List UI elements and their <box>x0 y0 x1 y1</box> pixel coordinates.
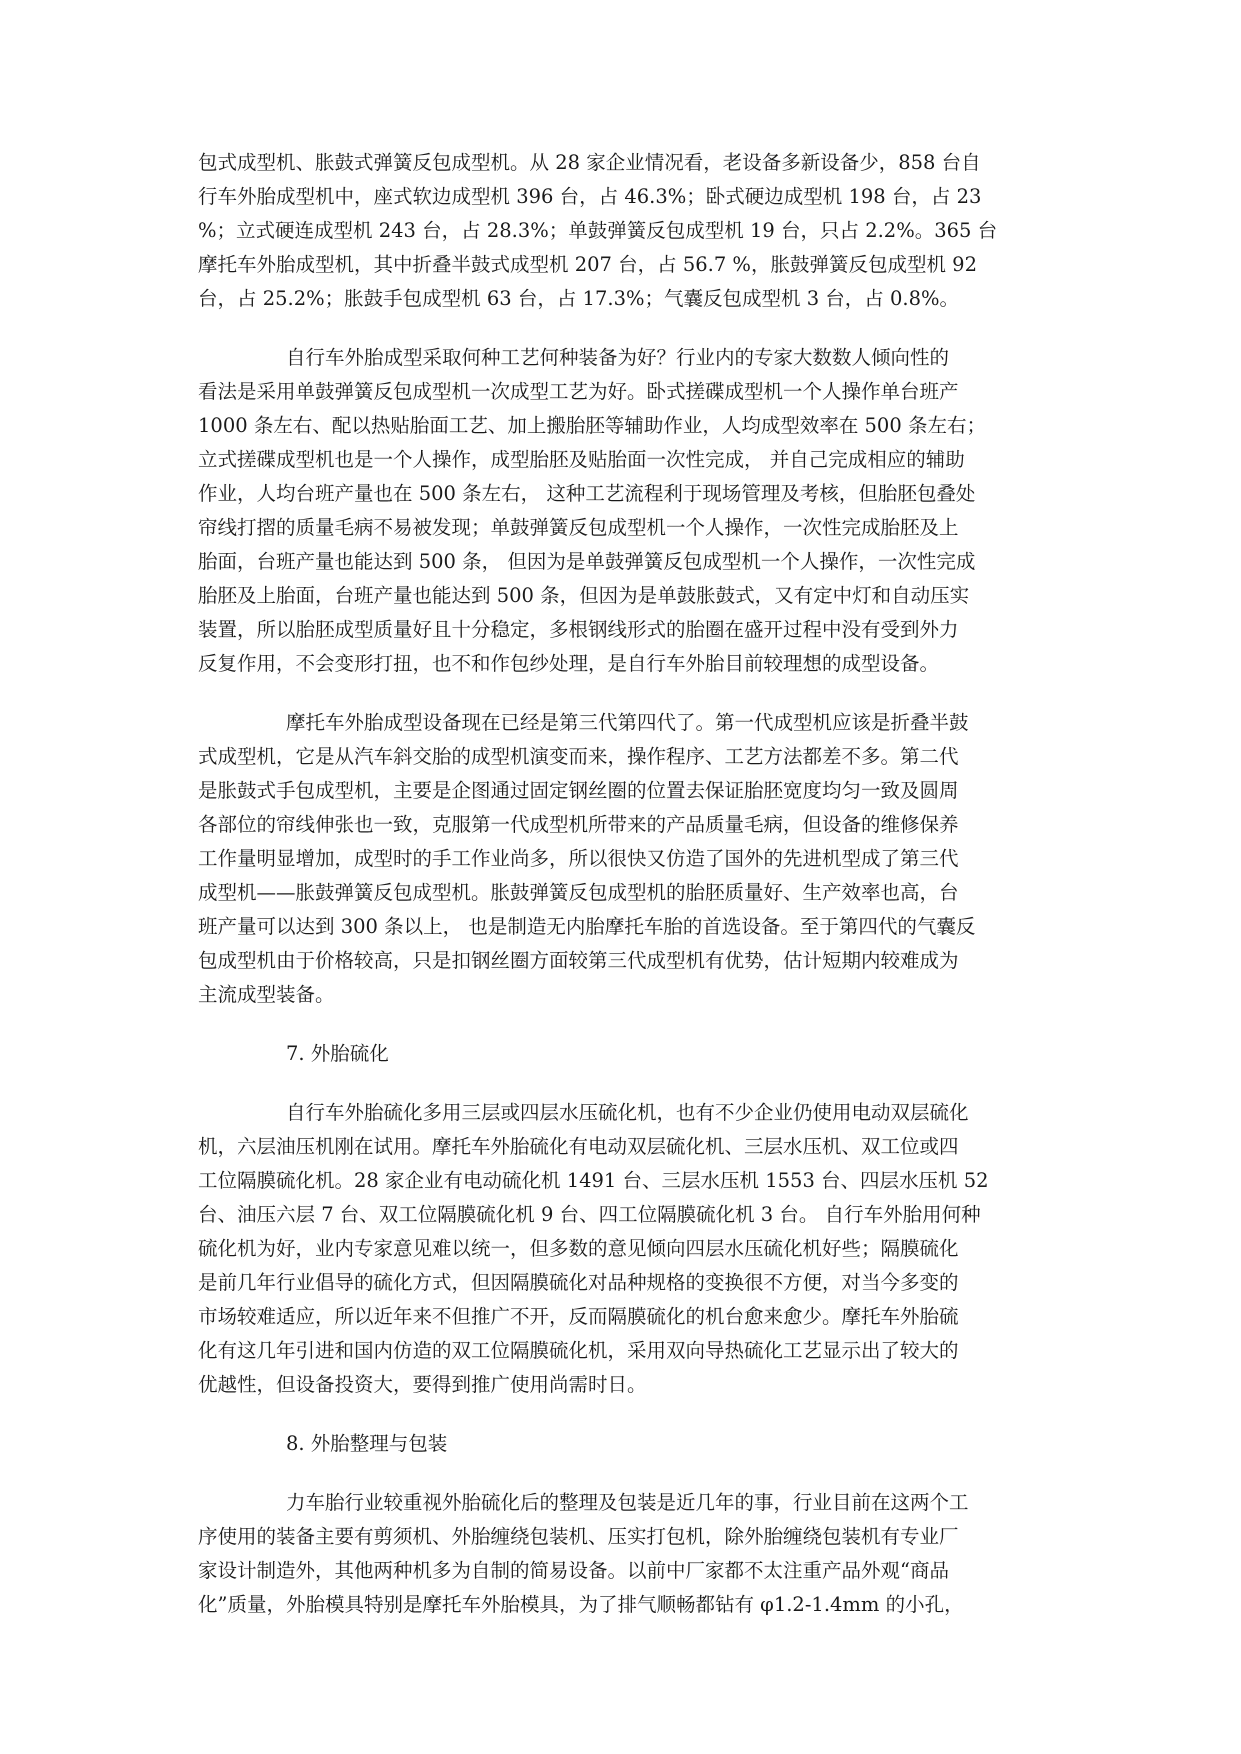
text-line: 包成型机由于价格较高，只是扣钢丝圈方面较第三代成型机有优势，估计短期内较难成为 <box>198 949 959 972</box>
text-line: 帘线打摺的质量毛病不易被发现；单鼓弹簧反包成型机一个人操作，一次性完成胎胚及上 <box>198 516 959 539</box>
paragraph-motorcycle-tire-forming <box>198 706 1046 1012</box>
text-line: 硫化机为好，业内专家意见难以统一，但多数的意见倾向四层水压硫化机好些；隔膜硫化 <box>198 1237 959 1260</box>
section-heading-finishing-packaging: 8. 外胎整理与包装 <box>286 1432 448 1455</box>
paragraph-vulcanization <box>198 1096 1046 1402</box>
text-line: 台、油压六层 7 台、双工位隔膜硫化机 9 台、四工位隔膜硫化机 3 台。 自行车外胎用何种 <box>198 1203 981 1226</box>
text-line: 市场较难适应，所以近年来不但推广不开，反而隔膜硫化的机台愈来愈少。摩托车外胎硫 <box>198 1305 959 1328</box>
text-line: 自行车外胎成型采取何种工艺何种装备为好？行业内的专家大数数人倾向性的 <box>286 346 950 369</box>
text-line: 摩托车外胎成型设备现在已经是第三代第四代了。第一代成型机应该是折叠半鼓 <box>286 711 969 734</box>
text-line: 立式搓碟成型机也是一个人操作，成型胎胚及贴胎面一次性完成， 并自己完成相应的辅助 <box>198 448 965 471</box>
text-line: 装置，所以胎胚成型质量好且十分稳定，多根钢线形式的胎圈在盛开过程中没有受到外力 <box>198 618 959 641</box>
text-line: 1000 条左右、配以热贴胎面工艺、加上搬胎胚等辅助作业，人均成型效率在 500 条左右； <box>198 414 986 437</box>
text-line: 优越性，但设备投资大，要得到推广使用尚需时日。 <box>198 1373 647 1396</box>
paragraph-finishing-packaging <box>198 1486 1046 1622</box>
text-line: 胎胚及上胎面，台班产量也能达到 500 条，但因为是单鼓胀鼓式，又有定中灯和自动压实 <box>198 584 970 607</box>
text-line: 工作量明显增加，成型时的手工作业尚多，所以很快又仿造了国外的先进机型成了第三代 <box>198 847 959 870</box>
text-line: %；立式硬连成型机 243 台，占 28.3%；单鼓弹簧反包成型机 19 台，只占 2.2%。365 台 <box>198 219 998 242</box>
text-line: 包式成型机、胀鼓式弹簧反包成型机。从 28 家企业情况看，老设备多新设备少，858 台自 <box>198 151 981 174</box>
text-line: 作业，人均台班产量也在 500 条左右， 这种工艺流程利于现场管理及考核，但胎胚包叠处 <box>198 482 976 505</box>
text-line: 自行车外胎硫化多用三层或四层水压硫化机，也有不少企业仍使用电动双层硫化 <box>286 1101 969 1124</box>
paragraph-bicycle-tire-forming <box>198 341 1046 681</box>
text-line: 力车胎行业较重视外胎硫化后的整理及包装是近几年的事，行业目前在这两个工 <box>286 1491 969 1514</box>
text-line: 胎面，台班产量也能达到 500 条， 但因为是单鼓弹簧反包成型机一个人操作，一次性完成 <box>198 550 976 573</box>
text-line: 机，六层油压机刚在试用。摩托车外胎硫化有电动双层硫化机、三层水压机、双工位或四 <box>198 1135 959 1158</box>
text-line: 工位隔膜硫化机。28 家企业有电动硫化机 1491 台、三层水压机 1553 台、四层水压机 52 <box>198 1169 989 1192</box>
text-line: 看法是采用单鼓弹簧反包成型机一次成型工艺为好。卧式搓碟成型机一个人操作单台班产 <box>198 380 959 403</box>
text-line: 成型机——胀鼓弹簧反包成型机。胀鼓弹簧反包成型机的胎胚质量好、生产效率也高，台 <box>198 881 959 904</box>
text-line: 各部位的帘线伸张也一致，克服第一代成型机所带来的产品质量毛病，但设备的维修保养 <box>198 813 959 836</box>
text-line: 家设计制造外，其他两种机多为自制的简易设备。以前中厂家都不太注重产品外观“商品 <box>198 1559 949 1582</box>
text-line: 主流成型装备。 <box>198 983 335 1006</box>
text-line: 行车外胎成型机中，座式软边成型机 396 台，占 46.3%；卧式硬边成型机 198 台，占 23 <box>198 185 982 208</box>
text-line: 是前几年行业倡导的硫化方式，但因隔膜硫化对品种规格的变换很不方便，对当今多变的 <box>198 1271 959 1294</box>
text-line: 化”质量，外胎模具特别是摩托车外胎模具，为了排气顺畅都钻有 φ1.2-1.4mm 的小孔， <box>198 1593 964 1616</box>
text-line: 序使用的装备主要有剪须机、外胎缠绕包装机、压实打包机，除外胎缠绕包装机有专业厂 <box>198 1525 959 1548</box>
document-body <box>198 146 1046 1647</box>
text-line: 台，占 25.2%；胀鼓手包成型机 63 台，占 17.3%；气囊反包成型机 3 台，占 0.8%。 <box>198 287 960 310</box>
text-line: 式成型机，它是从汽车斜交胎的成型机演变而来，操作程序、工艺方法都差不多。第二代 <box>198 745 959 768</box>
text-line: 是胀鼓式手包成型机，主要是企图通过固定钢丝圈的位置去保证胎胚宽度均匀一致及圆周 <box>198 779 959 802</box>
text-line: 反复作用，不会变形打扭，也不和作包纱处理，是自行车外胎目前较理想的成型设备。 <box>198 652 940 675</box>
section-heading-vulcanization: 7. 外胎硫化 <box>286 1042 389 1065</box>
text-line: 化有这几年引进和国内仿造的双工位隔膜硫化机，采用双向导热硫化工艺显示出了较大的 <box>198 1339 959 1362</box>
text-line: 班产量可以达到 300 条以上， 也是制造无内胎摩托车胎的首选设备。至于第四代的气囊反 <box>198 915 976 938</box>
text-line: 摩托车外胎成型机，其中折叠半鼓式成型机 207 台，占 56.7 %，胀鼓弹簧反包成型机 92 <box>198 253 977 276</box>
paragraph-forming-machines-stats <box>198 146 1046 316</box>
